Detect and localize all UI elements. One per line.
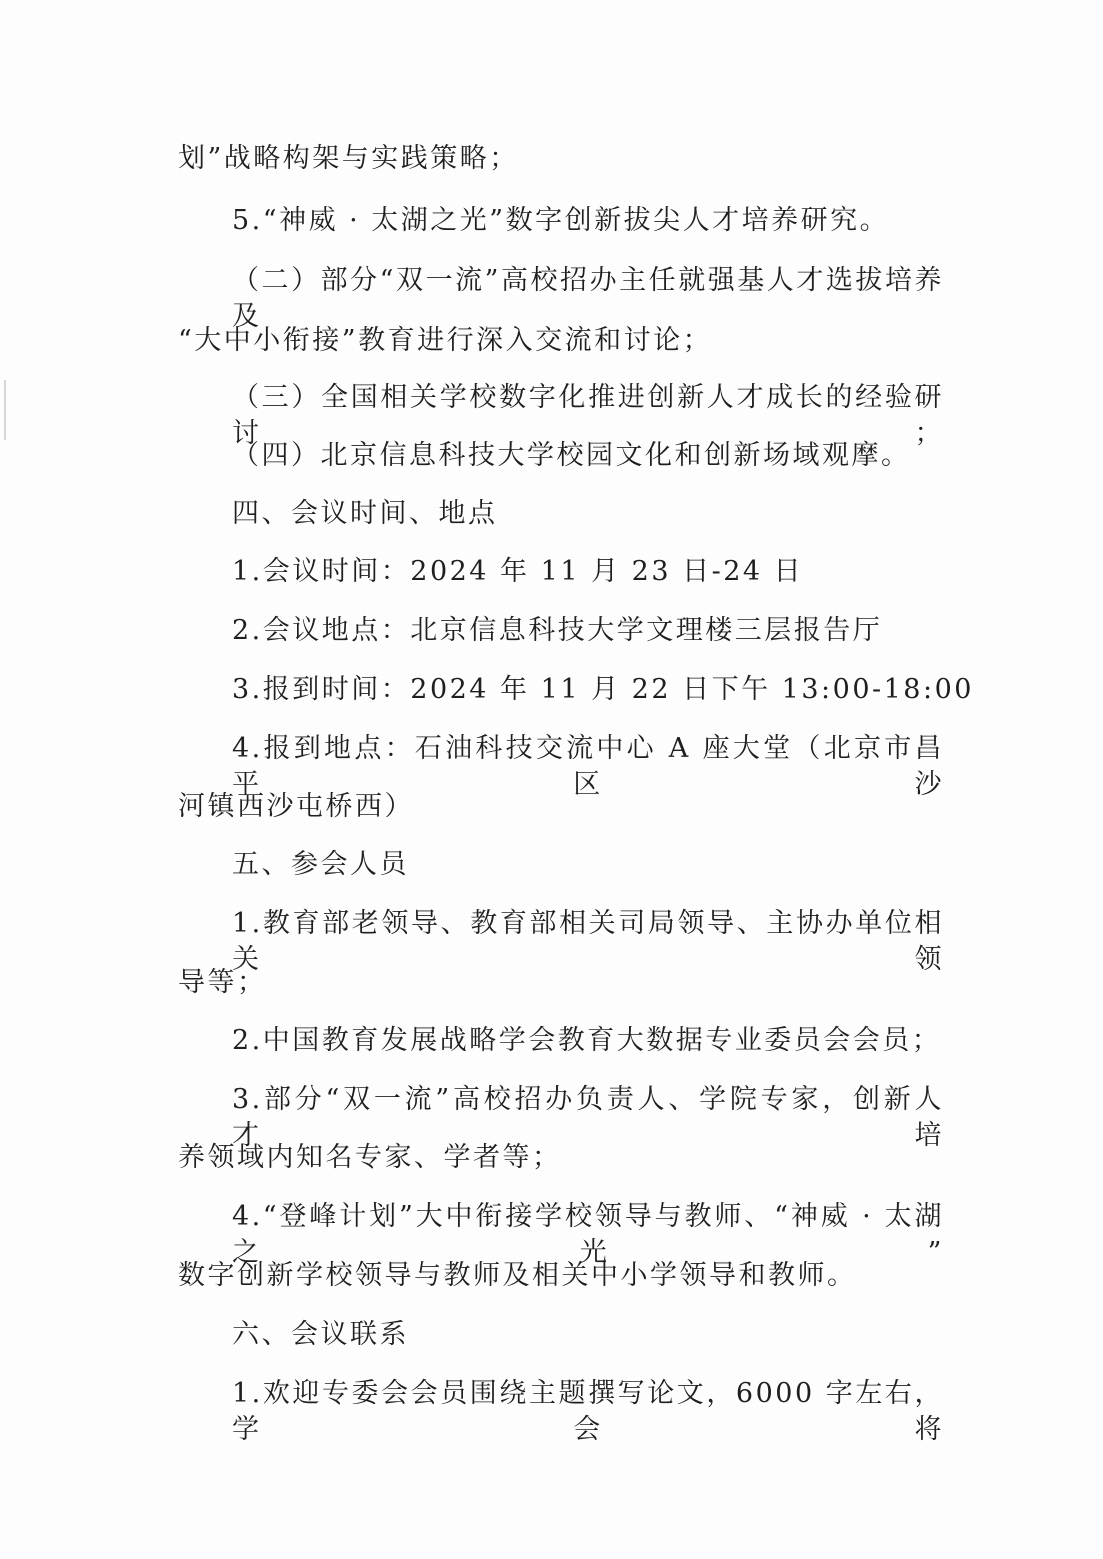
scan-edge-mark (4, 380, 6, 440)
text-line: 4.报到地点：石油科技交流中心 A 座大堂（北京市昌平区沙 (232, 733, 944, 800)
text-line: （三）全国相关学校数字化推进创新人才成长的经验研讨； (232, 382, 944, 449)
text-line: 5.“神威 · 太湖之光”数字创新拔尖人才培养研究。 (232, 205, 890, 236)
text-line: 1.会议时间：2024 年 11 月 23 日-24 日 (232, 556, 804, 587)
text-line: 4.“登峰计划”大中衔接学校领导与教师、“神威 · 太湖之光” (232, 1201, 944, 1268)
section-heading: 四、会议时间、地点 (232, 498, 498, 529)
text-line: 河镇西沙屯桥西） (178, 791, 414, 822)
text-line: 养领域内知名专家、学者等； (178, 1142, 562, 1173)
text-line: 2.会议地点：北京信息科技大学文理楼三层报告厅 (232, 615, 883, 646)
text-line: 1.教育部老领导、教育部相关司局领导、主协办单位相关领 (232, 908, 944, 975)
text-line: 导等； (178, 967, 267, 998)
text-line: （四）北京信息科技大学校园文化和创新场域观摩。 (232, 440, 911, 471)
text-line: 划”战略构架与实践策略； (178, 143, 519, 174)
text-line: 2.中国教育发展战略学会教育大数据专业委员会会员； (232, 1025, 942, 1056)
text-line: 数字创新学校领导与教师及相关中小学领导和教师。 (178, 1260, 857, 1291)
text-line: “大中小衔接”教育进行深入交流和讨论； (178, 325, 713, 356)
text-line: （二）部分“双一流”高校招办主任就强基人才选拔培养及 (232, 265, 944, 332)
text-line: 1.欢迎专委会会员围绕主题撰写论文，6000 字左右，学会将 (232, 1378, 944, 1445)
section-heading: 六、会议联系 (232, 1319, 409, 1350)
text-line: 3.报到时间：2024 年 11 月 22 日下午 13:00-18:00 (232, 674, 974, 705)
section-heading: 五、参会人员 (232, 849, 409, 880)
text-line: 3.部分“双一流”高校招办负责人、学院专家，创新人才培 (232, 1084, 944, 1151)
